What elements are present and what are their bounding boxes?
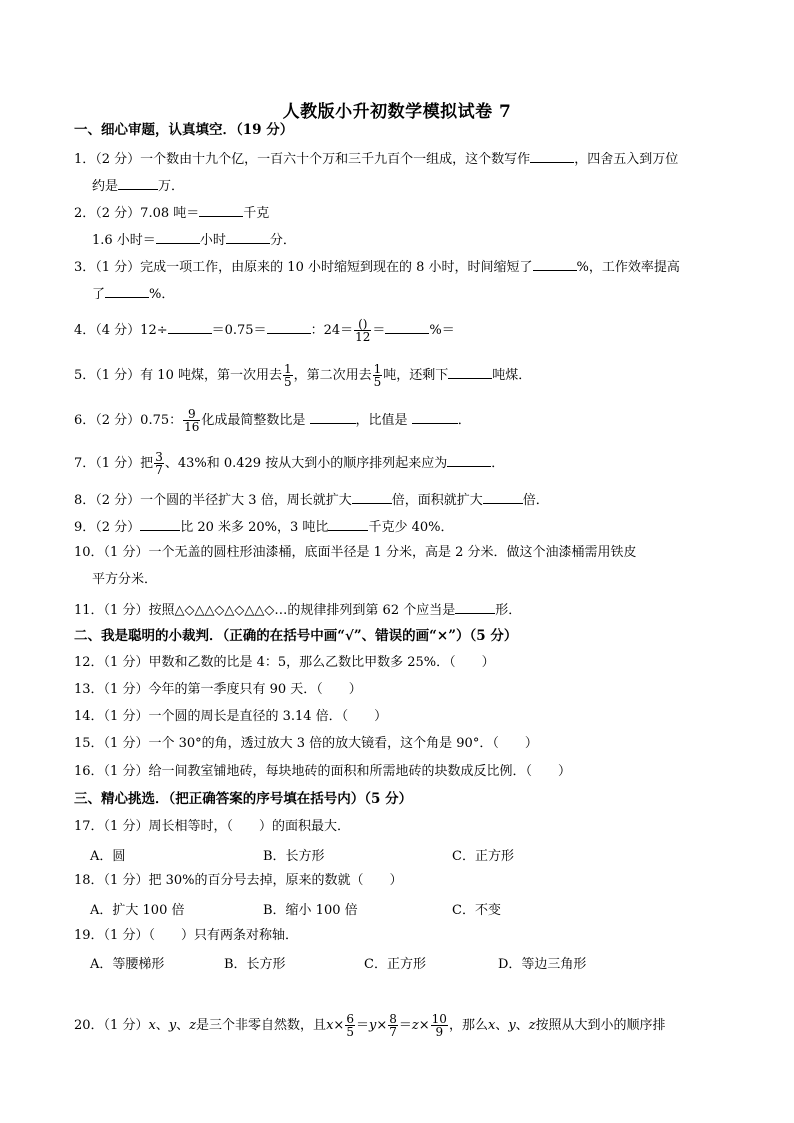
fraction: $\frac{10}{9}$ xyxy=(431,1012,447,1039)
answer-blank[interactable] xyxy=(226,229,270,244)
fraction: $\frac{1}{5}$ xyxy=(373,362,382,389)
question-15: 15．（1 分）一个 30°的角，透过放大 3 倍的放大镜看，这个角是 90°．（ ） xyxy=(74,736,538,751)
question-19: 19．（1 分）（ ）只有两条对称轴． xyxy=(74,928,298,943)
question-9: 9．（2 分） 比 20 米多 20%，3 吨比 千克少 40%． xyxy=(74,516,734,538)
answer-blank[interactable] xyxy=(328,516,368,531)
question-6: 6．（2 分）0.75： $\frac{9}{16}$ 化成最简整数比是 ，比值是 ． xyxy=(74,407,471,434)
question-10-cont: 平方分米． xyxy=(92,572,158,587)
fraction: $\frac{8}{7}$ xyxy=(389,1012,397,1039)
question-12: 12．（1 分）甲数和乙数的比是 4：5，那么乙数比甲数多 25%．（ ） xyxy=(74,655,495,670)
fraction: $\frac{6}{5}$ xyxy=(346,1012,354,1039)
option-d[interactable]: D．等边三角形 xyxy=(498,957,587,972)
option-c[interactable]: C．正方形 xyxy=(364,957,426,972)
answer-blank[interactable] xyxy=(412,409,458,424)
fraction: $\frac{()}{12}$ xyxy=(355,317,371,344)
page-title: 人教版小升初数学模拟试卷 7 xyxy=(282,102,512,122)
answer-blank[interactable] xyxy=(267,319,311,334)
question-1: 1．（2 分）一个数由十九个亿，一百六十个万和三千九百个一组成，这个数写作 ，四舍五入到万位 xyxy=(74,148,734,170)
question-11: 11．（1 分）按照△◇△△◇△◇△△◇…的规律排列到第 62 个应当是 形． xyxy=(74,599,734,621)
answer-blank[interactable] xyxy=(156,229,200,244)
answer-blank[interactable] xyxy=(385,319,429,334)
option-c[interactable]: C．正方形 xyxy=(452,849,514,864)
question-3: 3．（1 分）完成一项工作，由原来的 10 小时缩短到现在的 8 小时，时间缩短了 %，工作效率提高 xyxy=(74,256,734,278)
question-7: 7．（1 分）把 $\frac{3}{7}$ 、43%和 0.429 按从大到小的顺序排列起来应为 ． xyxy=(74,450,505,477)
answer-blank[interactable] xyxy=(199,202,243,217)
answer-blank[interactable] xyxy=(118,175,158,190)
section-1-heading: 一、细心审题，认真填空．（19 分） xyxy=(74,122,294,138)
answer-blank[interactable] xyxy=(483,489,523,504)
fraction: $\frac{9}{16}$ xyxy=(184,407,200,434)
question-10: 10．（1 分）一个无盖的圆柱形油漆桶，底面半径是 1 分米，高是 2 分米．做这个油漆桶需用铁皮 xyxy=(74,545,637,560)
section-3-heading: 三、精心挑选．（把正确答案的序号填在括号内）（5 分） xyxy=(74,791,413,807)
question-5: 5．（1 分）有 10 吨煤，第一次用去 $\frac{1}{5}$ ，第二次用去 $\frac{1}{5}$ 吨，还剩下 吨煤． xyxy=(74,362,532,389)
question-18: 18．（1 分）把 30%的百分号去掉，原来的数就（ ） xyxy=(74,873,403,888)
option-a[interactable]: A．扩大 100 倍 xyxy=(90,903,185,918)
question-16: 16．（1 分）给一间教室铺地砖，每块地砖的面积和所需地砖的块数成反比例．（ ） xyxy=(74,764,571,779)
answer-blank[interactable] xyxy=(168,319,212,334)
question-2: 2．（2 分）7.08 吨＝ 千克 xyxy=(74,202,734,224)
option-a[interactable]: A．圆 xyxy=(90,849,126,864)
question-1-cont: 约是 万． xyxy=(92,175,752,197)
question-2-cont: 1.6 小时＝ 小时 分． xyxy=(92,229,752,251)
answer-blank[interactable] xyxy=(352,489,392,504)
question-20: 20．（1 分）x、y、z是三个非零自然数，且x× $\frac{6}{5}$ ＝y× $\frac{8}{7}$ ＝z× $\frac{10}{9}$ ，那么x、y、z按照从大到小的顺序排 xyxy=(74,1012,666,1039)
option-c[interactable]: C．不变 xyxy=(452,903,501,918)
question-14: 14．（1 分）一个圆的周长是直径的 3.14 倍．（ ） xyxy=(74,709,388,724)
answer-blank[interactable] xyxy=(140,516,180,531)
option-b[interactable]: B．长方形 xyxy=(224,957,286,972)
answer-blank[interactable] xyxy=(533,256,577,271)
answer-blank[interactable] xyxy=(447,452,491,467)
answer-blank[interactable] xyxy=(448,364,492,379)
fraction: $\frac{3}{7}$ xyxy=(155,450,163,477)
question-3-cont: 了 %． xyxy=(92,283,752,305)
section-2-heading: 二、我是聪明的小裁判．（正确的在括号中画“√”、错误的画“×”）（5 分） xyxy=(74,628,518,644)
option-b[interactable]: B．长方形 xyxy=(263,849,325,864)
answer-blank[interactable] xyxy=(455,599,495,614)
option-b[interactable]: B．缩小 100 倍 xyxy=(263,903,358,918)
option-a[interactable]: A．等腰梯形 xyxy=(90,957,165,972)
fraction: $\frac{1}{5}$ xyxy=(283,362,292,389)
question-13: 13．（1 分）今年的第一季度只有 90 天．（ ） xyxy=(74,682,362,697)
question-4: 4．（4 分）12÷ ＝0.75＝ ：24＝ $\frac{()}{12}$ ＝ %＝ xyxy=(74,317,455,344)
answer-blank[interactable] xyxy=(530,148,574,163)
question-17: 17．（1 分）周长相等时，（ ）的面积最大． xyxy=(74,819,350,834)
answer-blank[interactable] xyxy=(310,409,356,424)
question-8: 8．（2 分）一个圆的半径扩大 3 倍，周长就扩大 倍，面积就扩大 倍． xyxy=(74,489,734,511)
answer-blank[interactable] xyxy=(105,283,149,298)
